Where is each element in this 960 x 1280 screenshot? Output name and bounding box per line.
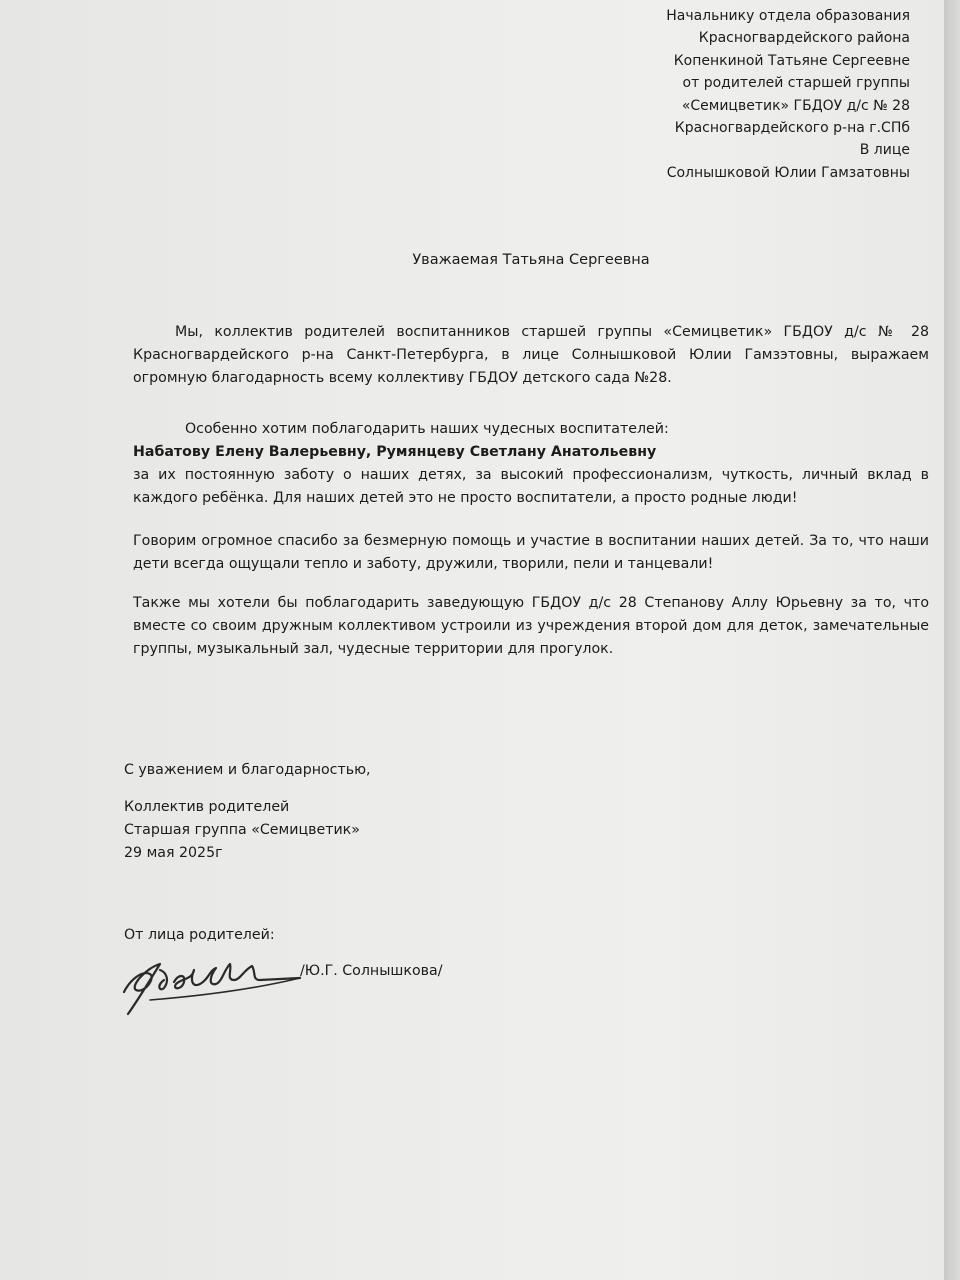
- addressee-line: «Семицветик» ГБДОУ д/с № 28: [681, 97, 910, 114]
- paragraph-teachers-intro: Особенно хотим поблагодарить наших чудесных воспитателей:: [185, 421, 669, 437]
- closing-regards: С уважением и благодарностью,: [124, 762, 371, 778]
- addressee-line: Красногвардейского района: [698, 30, 910, 47]
- salutation: Уважаемая Татьяна Сергеевна: [412, 252, 650, 268]
- paragraph-thanks: Говорим огромное спасибо за безмерную помощь и участие в воспитании наших детей. За то, что наши дети всегда ощущали тепло и заботу, дружили, творили, пели и танцевали!: [133, 533, 929, 572]
- paragraph-teachers-rest: за их постоянную заботу о наших детях, за высокий профессионализм, чуткость, личный вклад в каждого ребёнка. Для наших детей это не просто воспитатели, а просто родные люди!: [133, 467, 929, 506]
- closing-collective: Коллектив родителей: [124, 799, 290, 815]
- closing-block: [124, 796, 360, 865]
- signature-label: От лица родителей:: [124, 927, 275, 943]
- addressee-line: Солнышковой Юлии Гамзатовны: [666, 164, 910, 181]
- addressee-line: Начальнику отдела образования: [666, 8, 910, 24]
- closing-date: 29 мая 2025г: [124, 845, 223, 861]
- addressee-line: от родителей старшей группы: [682, 75, 910, 92]
- paragraph-gratitude-collective: Мы, коллектив родителей воспитанников старшей группы «Семицветик» ГБДОУ д/с № 28 Красногвардейского р-на Санкт-Петербурга, в лице Солнышковой Юлии Гамзэтовны, выражаем огромную благодарность всему коллективу ГБДОУ детского сада №28.: [133, 324, 929, 386]
- addressee-block: [590, 5, 910, 184]
- handwritten-signature: [120, 950, 480, 1020]
- paragraph-teachers: [133, 418, 929, 510]
- paragraph-head-gratitude: Также мы хотели бы поблагодарить заведующую ГБДОУ д/с 28 Степанову Аллу Юрьевну за то, что вместе со своим дружным коллективом устроили из учреждения второй дом для деток, замечательные группы, музыкальный зал, чудесные территории для прогулок.: [133, 595, 929, 657]
- closing-group: Старшая группа «Семицветик»: [124, 822, 360, 838]
- teacher-names: Набатову Елену Валерьевну, Румянцеву Светлану Анатольевну: [133, 444, 657, 460]
- signature-name: /Ю.Г. Солнышкова/: [300, 963, 443, 979]
- addressee-line: В лице: [859, 142, 910, 159]
- addressee-line: Красногвардейского р-на г.СПб: [674, 120, 910, 137]
- addressee-line: Копенкиной Татьяне Сергеевне: [673, 52, 910, 69]
- paper-edge: [944, 0, 960, 1280]
